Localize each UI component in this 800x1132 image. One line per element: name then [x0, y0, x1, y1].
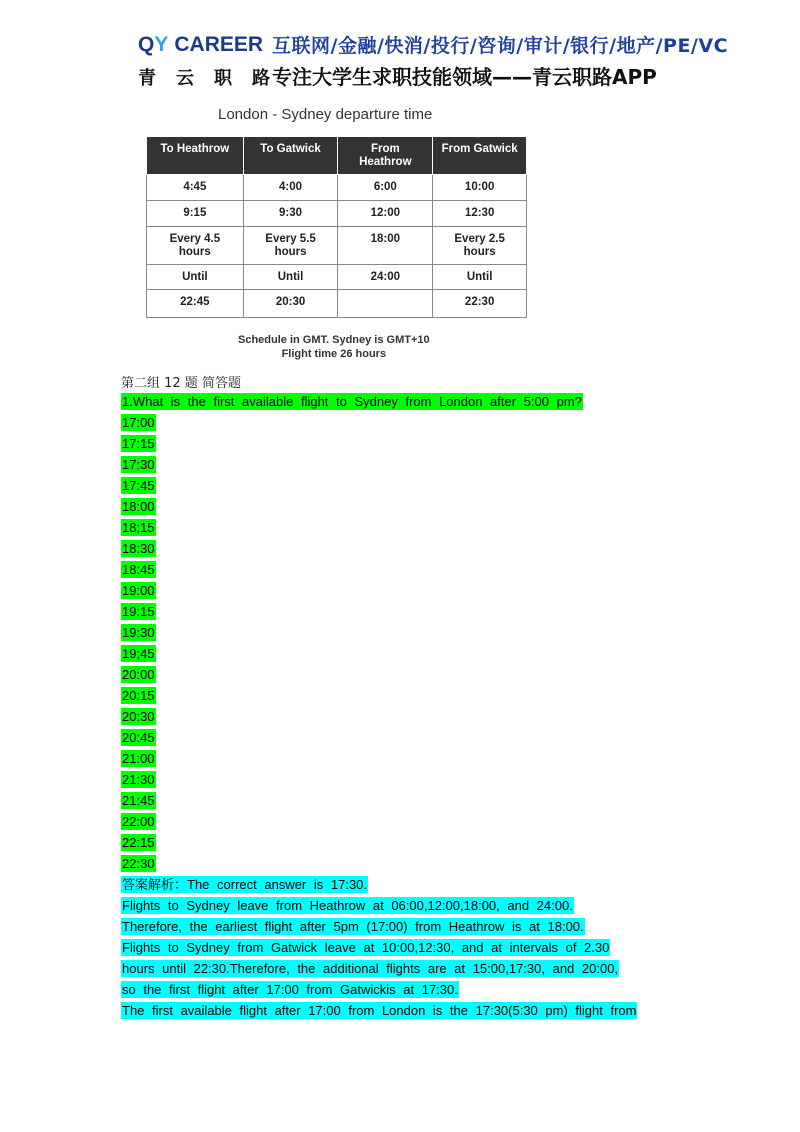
- option-line: [121, 477, 681, 498]
- option-text: 19;45: [122, 646, 155, 661]
- option-text: 21:45: [122, 793, 155, 808]
- table-row: [147, 201, 527, 227]
- logo-chinese-name: 青云职路: [138, 68, 290, 89]
- page-header: [0, 0, 800, 100]
- logo-career: CAREER: [174, 33, 264, 56]
- option-line: [121, 855, 681, 876]
- column-header: From Gatwick: [433, 137, 527, 175]
- caption-line: Schedule in GMT. Sydney is GMT+10: [238, 334, 430, 346]
- answer-text: Therefore, the earliest flight after 5pm (17:00) from Heathrow is at 18:00.: [122, 919, 584, 934]
- option-text: 22:15: [122, 835, 155, 850]
- option-line: [121, 666, 681, 687]
- option-text: 20:45: [122, 730, 155, 745]
- table-cell: 20:30: [243, 290, 338, 318]
- header-app-slogan: 专注大学生求职技能领域——青云职路APP: [272, 65, 657, 89]
- option-line: [121, 540, 681, 561]
- answer-line: [121, 1002, 681, 1023]
- option-line: [121, 813, 681, 834]
- option-line: [121, 519, 681, 540]
- option-text: 17:15: [122, 436, 155, 451]
- option-text: 20:00: [122, 667, 155, 682]
- option-line: [121, 708, 681, 729]
- table-cell: 10:00: [433, 175, 527, 201]
- answer-line: [121, 897, 681, 918]
- figure-caption: [238, 333, 430, 361]
- option-line: [121, 498, 681, 519]
- caption-line: Flight time 26 hours: [281, 348, 387, 360]
- section-title: 第二组 12 题 简答题: [121, 376, 241, 391]
- answer-text: The first available flight after 17:00 from London is the 17:30(5:30 pm) flight from: [122, 1003, 637, 1018]
- option-text: 18:45: [122, 562, 155, 577]
- answer-line: [121, 939, 681, 960]
- option-line: [121, 414, 681, 435]
- option-line: [121, 729, 681, 750]
- table-cell: Every 4.5 hours: [147, 227, 244, 265]
- table-cell: Until: [433, 265, 527, 290]
- option-text: 21:30: [122, 772, 155, 787]
- figure-title: London - Sydney departure time: [218, 106, 433, 123]
- option-text: 18:00: [122, 499, 155, 514]
- table-header-row: [147, 137, 527, 175]
- option-text: 17:00: [122, 415, 155, 430]
- option-line: [121, 792, 681, 813]
- option-line: [121, 750, 681, 771]
- table-cell: 9:30: [243, 201, 338, 227]
- table-cell: Every 2.5 hours: [433, 227, 527, 265]
- table-cell: Until: [243, 265, 338, 290]
- table-cell: 4:45: [147, 175, 244, 201]
- option-line: [121, 771, 681, 792]
- table-cell: 6:00: [338, 175, 433, 201]
- answer-text: 答案解析：The correct answer is 17:30.: [122, 877, 368, 892]
- table-row: [147, 265, 527, 290]
- table-cell: 24:00: [338, 265, 433, 290]
- option-line: [121, 456, 681, 477]
- option-text: 18;15: [122, 520, 155, 535]
- option-text: 22:30: [122, 856, 155, 871]
- answer-text: Flights to Sydney from Gatwick leave at 10:00,12:30, and at intervals of 2.30: [122, 940, 610, 955]
- table-row: [147, 290, 527, 318]
- table-cell: Every 5.5 hours: [243, 227, 338, 265]
- table-cell: 9:15: [147, 201, 244, 227]
- option-text: 19:00: [122, 583, 155, 598]
- option-text: 17:30: [122, 457, 155, 472]
- option-text: 22:00: [122, 814, 155, 829]
- question-text: 1.What is the first available flight to Sydney from London after 5:00 pm?: [122, 394, 582, 409]
- table-cell: 4:00: [243, 175, 338, 201]
- table-row: [147, 227, 527, 265]
- logo-q: Q: [138, 33, 155, 56]
- option-text: 19:30: [122, 625, 155, 640]
- logo-qy: [138, 33, 168, 57]
- option-line: [121, 687, 681, 708]
- option-line: [121, 624, 681, 645]
- options-list: [121, 414, 681, 876]
- logo-y: Y: [154, 33, 169, 56]
- table-cell: 12:00: [338, 201, 433, 227]
- answer-line: [121, 918, 681, 939]
- option-line: [121, 435, 681, 456]
- option-text: 20:15: [122, 688, 155, 703]
- option-line: [121, 834, 681, 855]
- answer-text: so the first flight after 17:00 from Gatwickis at 17:30.: [122, 982, 458, 997]
- option-line: [121, 561, 681, 582]
- answer-text: Flights to Sydney leave from Heathrow at 06:00,12:00,18:00, and 24:00.: [122, 898, 573, 913]
- option-text: 21:00: [122, 751, 155, 766]
- header-industries-slogan: 互联网/金融/快消/投行/咨询/审计/银行/地产/PE/VC: [272, 35, 729, 57]
- qy-career-logo: [138, 32, 263, 58]
- table-cell: 12:30: [433, 201, 527, 227]
- question-line: [121, 393, 681, 414]
- option-line: [121, 645, 681, 666]
- answer-line: [121, 876, 681, 897]
- table-cell: 22:45: [147, 290, 244, 318]
- answer-explanation: [121, 876, 681, 1023]
- table-cell: Until: [147, 265, 244, 290]
- table-cell: [338, 290, 433, 318]
- column-header: To Gatwick: [243, 137, 338, 175]
- option-line: [121, 603, 681, 624]
- schedule-table: [146, 136, 527, 318]
- table-cell: 18:00: [338, 227, 433, 265]
- question-block: [121, 393, 681, 1023]
- option-line: [121, 582, 681, 603]
- option-text: 20:30: [122, 709, 155, 724]
- option-text: 19:15: [122, 604, 155, 619]
- column-header: To Heathrow: [147, 137, 244, 175]
- table-row: [147, 175, 527, 201]
- answer-line: [121, 981, 681, 1002]
- answer-text: hours until 22:30.Therefore, the additional flights are at 15:00,17:30, and 20:00,: [122, 961, 619, 976]
- answer-line: [121, 960, 681, 981]
- column-header: From Heathrow: [338, 137, 433, 175]
- option-text: 18:30: [122, 541, 155, 556]
- table-cell: 22:30: [433, 290, 527, 318]
- option-text: 17:45: [122, 478, 155, 493]
